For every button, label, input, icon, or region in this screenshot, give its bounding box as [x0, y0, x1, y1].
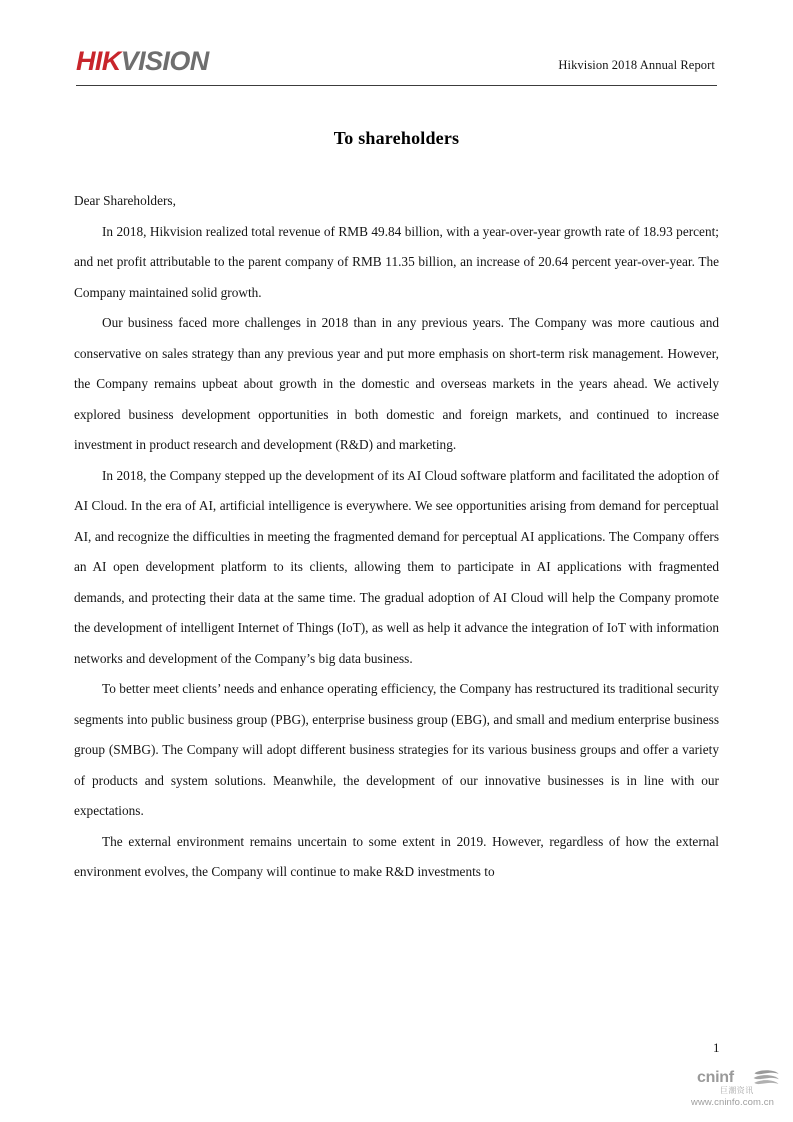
cninfo-chinese-name: 巨潮资讯 — [720, 1086, 754, 1095]
paragraph-outlook: The external environment remains uncertain to some extent in 2019. However, regardless of how the external environment evolves, the Company will continue to make R&D investments to — [74, 833, 719, 879]
logo-vision-text: VISION — [120, 46, 209, 76]
page-number-value: 1 — [713, 1040, 720, 1055]
page-title: To shareholders — [333, 128, 460, 148]
paragraph-ai-cloud: In 2018, the Company stepped up the development of its AI Cloud software platform and facilitated the adoption of AI Cloud. In the era of AI, artificial intelligence is everywhere. We see opportunities arising from demand for perceptual AI, and recognize the difficulties in meeting the fragmented demand for perceptual AI applications. The Company offers an AI open development platform to its clients, allowing them to participate in AI applications with fragmented demands, and protecting their data at the same time. The gradual adoption of AI Cloud will help the Company promote the development of intelligent Internet of Things (IoT), as well as help it advance the integration of IoT with information networks and development of the Company’s big data business. — [74, 467, 719, 666]
document-body — [74, 186, 719, 888]
logo-hik-text: HIK — [76, 46, 121, 76]
header-divider — [76, 85, 717, 86]
hikvision-logo — [76, 46, 209, 76]
cninfo-swoosh-icon — [753, 1069, 779, 1086]
page-header — [76, 46, 717, 88]
paragraph-challenges: Our business faced more challenges in 2018 than in any previous years. The Company was more cautious and conservative on sales strategy than any previous year and put more emphasis on short-term risk management. However, the Company remains upbeat about growth in the domestic and overseas markets in the years ahead. We actively explored business development opportunities in both domestic and foreign markets, and continued to increase investment in product research and development (R&D) and marketing. — [74, 315, 719, 452]
paragraph-business-groups: To better meet clients’ needs and enhance operating efficiency, the Company has restructured its traditional security segments into public business group (PBG), enterprise business group (EBG), and small and medium enterprise business group (SMBG). The Company will adopt different business strategies for its various business groups and offer a variety of products and system solutions. Meanwhile, the development of our innovative businesses is in line with our expectations. — [74, 681, 719, 818]
paragraph-revenue: In 2018, Hikvision realized total revenue of RMB 49.84 billion, with a year-over-year growth rate of 18.93 percent; and net profit attributable to the parent company of RMB 11.35 billion, an increase of 20.64 percent year-over-year. The Company maintained solid growth. — [74, 223, 719, 300]
paragraph-salutation: Dear Shareholders, — [74, 193, 176, 208]
cninfo-wordmark: cninf — [697, 1069, 734, 1086]
cninfo-watermark — [691, 1068, 787, 1110]
running-header-title: Hikvision 2018 Annual Report — [558, 58, 715, 72]
cninfo-url: www.cninfo.com.cn — [691, 1097, 775, 1108]
cninfo-logo-row — [691, 1068, 787, 1087]
